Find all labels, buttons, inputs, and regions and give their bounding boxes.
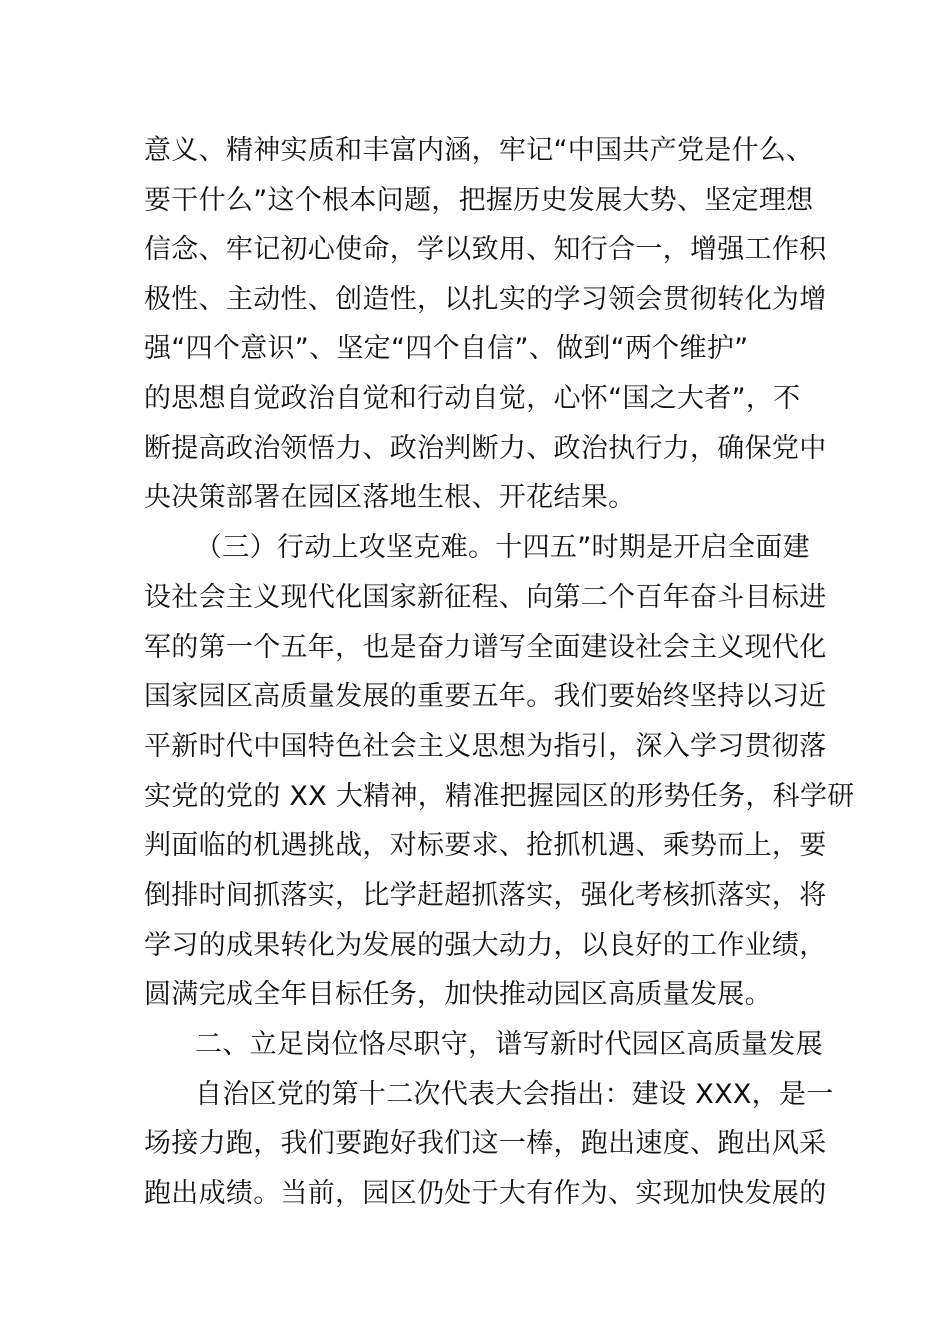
text-line: 跑出成绩。当前，园区仍处于大有作为、实现加快发展的 — [144, 1178, 827, 1209]
text-line: 自治区党的第十二次代表大会指出：建设 XXX，是一 — [195, 1079, 834, 1110]
text-line: 圆满完成全年目标任务，加快推动园区高质量发展。 — [144, 979, 772, 1010]
text-line: 要干什么”这个根本问题，把握历史发展大势、坚定理想 — [144, 185, 814, 216]
text-line: 意义、精神实质和丰富内涵，牢记“中国共产党是什么、 — [144, 135, 814, 166]
text-line: 场接力跑，我们要跑好我们这一棒，跑出速度、跑出风采 — [144, 1128, 827, 1159]
text-line: 国家园区高质量发展的重要五年。我们要始终坚持以习近 — [144, 681, 827, 712]
text-line: 断提高政治领悟力、政治判断力、政治执行力，确保党中 — [144, 433, 827, 464]
text-line: 设社会主义现代化国家新征程、向第二个百年奋斗目标进 — [144, 582, 827, 613]
text-line: 军的第一个五年，也是奋力谱写全面建设社会主义现代化 — [144, 632, 827, 663]
text-line: 平新时代中国特色社会主义思想为指引，深入学习贯彻落 — [144, 731, 827, 762]
text-line: 极性、主动性、创造性，以扎实的学习领会贯彻转化为增 — [144, 284, 827, 315]
text-line: 强“四个意识”、坚定“四个自信”、做到“两个维护” — [144, 333, 749, 364]
text-line: 的思想自觉政治自觉和行动自觉，心怀“国之大者”，不 — [144, 383, 801, 414]
section-heading: 二、立足岗位恪尽职守，谱写新时代园区高质量发展 — [195, 1029, 823, 1060]
text-line: 判面临的机遇挑战，对标要求、抢抓机遇、乘势而上，要 — [144, 830, 827, 861]
text-line: 倒排时间抓落实，比学赶超抓落实，强化考核抓落实，将 — [144, 880, 827, 911]
text-line: 学习的成果转化为发展的强大动力，以良好的工作业绩， — [144, 930, 827, 961]
text-line: 实党的党的 XX 大精神，精准把握园区的形势任务，科学研 — [144, 781, 855, 812]
text-line: 央决策部署在园区落地生根、开花结果。 — [144, 482, 636, 513]
text-line: 信念、牢记初心使命，学以致用、知行合一，增强工作积 — [144, 234, 827, 265]
section-heading: （三）行动上攻坚克难。十四五”时期是开启全面建 — [195, 532, 810, 563]
